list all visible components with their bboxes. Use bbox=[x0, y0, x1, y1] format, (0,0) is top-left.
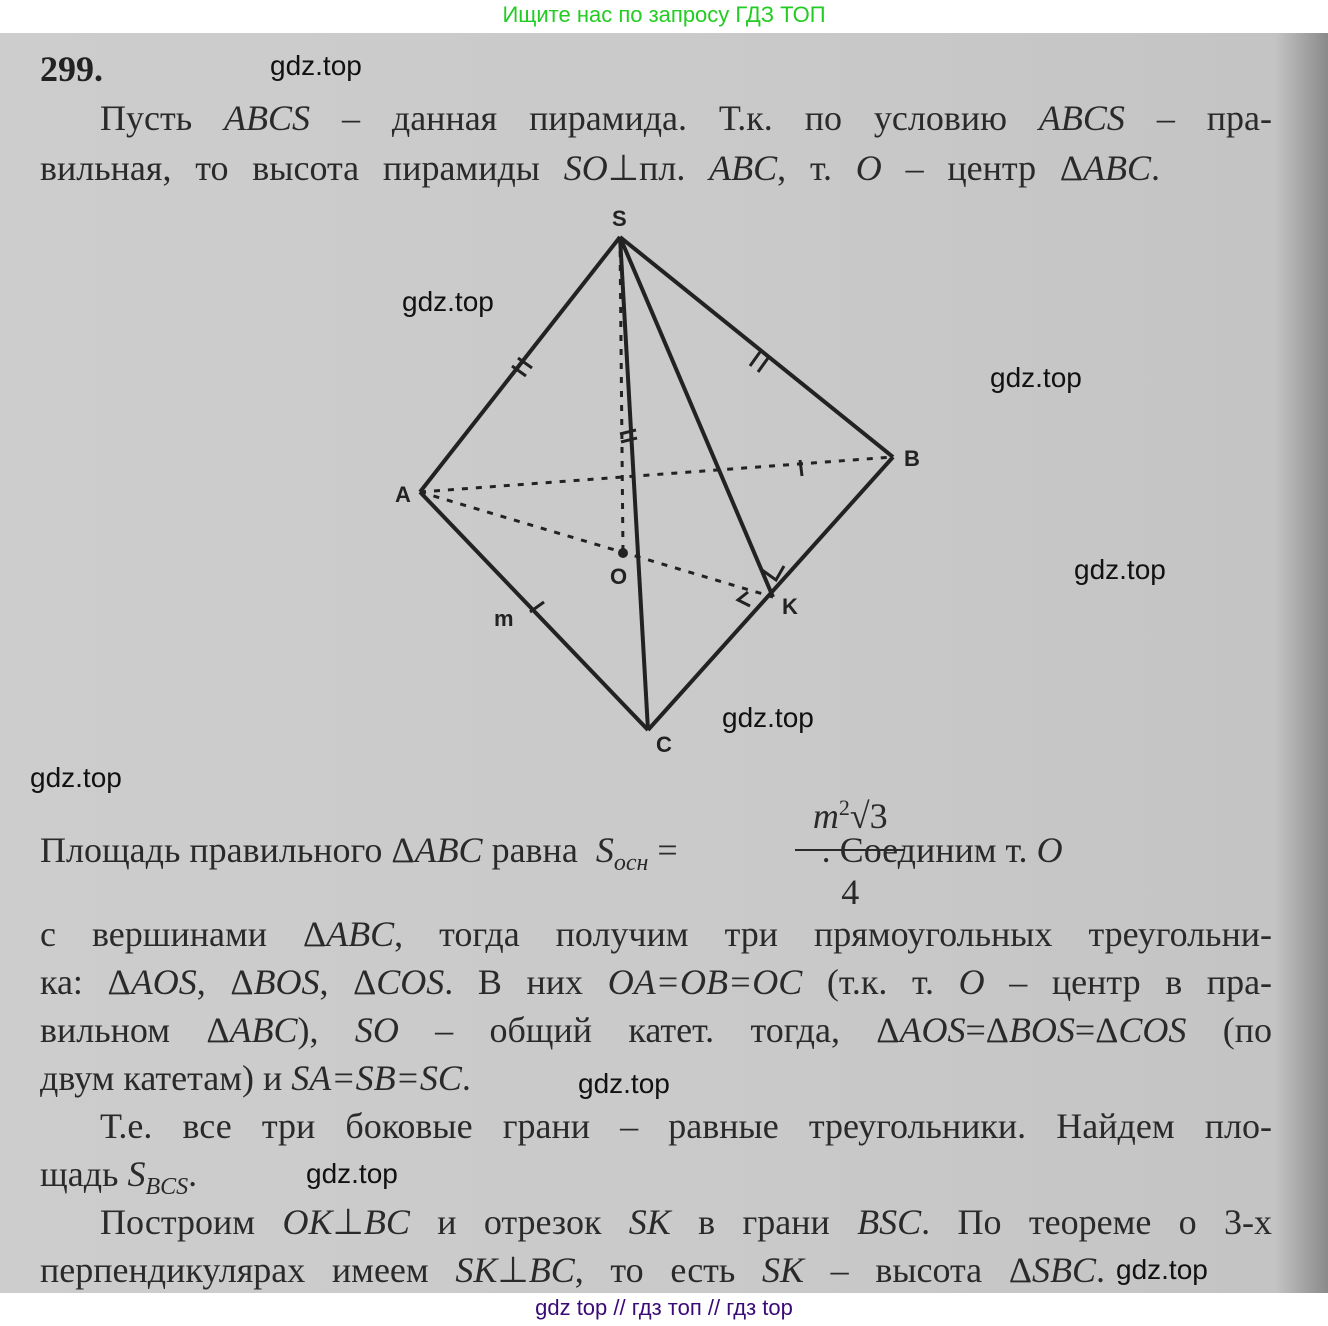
italic-math-text: BSC bbox=[857, 1202, 922, 1242]
text-line bbox=[40, 1154, 198, 1200]
watermark: gdz.top bbox=[30, 762, 122, 793]
text-line bbox=[40, 1250, 1105, 1290]
italic-math-text: SK bbox=[628, 1202, 671, 1242]
italic-math-text: O bbox=[1036, 830, 1063, 870]
formula-denominator: 4 bbox=[841, 872, 860, 912]
formula-m: m bbox=[812, 796, 839, 836]
text-segment: . В них bbox=[444, 962, 608, 1002]
watermark: gdz.top bbox=[402, 286, 494, 317]
italic-math-text: OA=OB=OC bbox=[607, 962, 803, 1002]
italic-math-text: COS bbox=[376, 962, 445, 1002]
label-C: C bbox=[656, 732, 672, 757]
label-A: A bbox=[395, 482, 411, 507]
text-segment: =Δ bbox=[1074, 1010, 1119, 1050]
text-segment: (по bbox=[1186, 1010, 1272, 1050]
italic-math-text: SK bbox=[455, 1250, 498, 1290]
edge-AB bbox=[420, 457, 893, 492]
edge-SA bbox=[420, 237, 620, 492]
italic-math-text: ABC bbox=[414, 830, 483, 870]
text-line bbox=[40, 1058, 471, 1098]
italic-math-text: COS bbox=[1118, 1010, 1187, 1050]
text-segment: и отрезок bbox=[409, 1202, 629, 1242]
problem-number: 299. bbox=[40, 49, 103, 89]
edge-SB bbox=[620, 237, 893, 457]
text-segment: ), bbox=[297, 1010, 355, 1050]
text-segment: с вершинами Δ bbox=[40, 914, 327, 954]
edge-SK bbox=[620, 237, 773, 597]
watermark: gdz.top bbox=[990, 362, 1082, 393]
text-line bbox=[40, 962, 1272, 1002]
text-segment: – пра- bbox=[1124, 98, 1272, 138]
italic-math-text: BC bbox=[363, 1202, 410, 1242]
italic-math-text: ABC bbox=[229, 1010, 298, 1050]
italic-math-text: O bbox=[855, 148, 882, 188]
label-m: m bbox=[494, 606, 514, 631]
text-segment: Площадь правильного Δ bbox=[40, 830, 415, 870]
text-segment: . По теореме о 3-х bbox=[921, 1202, 1273, 1242]
footer-links[interactable]: gdz top // гдз топ // гдз top bbox=[535, 1295, 793, 1320]
text-line bbox=[40, 830, 1063, 876]
watermark: gdz.top bbox=[1074, 554, 1166, 585]
text-segment: , то есть bbox=[574, 1250, 762, 1290]
watermark: gdz.top bbox=[722, 702, 814, 733]
edge-SC bbox=[620, 237, 648, 730]
text-segment: щадь bbox=[40, 1154, 128, 1194]
subscript-text: BCS bbox=[145, 1174, 189, 1200]
text-segment: Т.е. все три боковые грани – равные треугольники. Найдем пло- bbox=[100, 1106, 1272, 1146]
text-segment: – данная пирамида. Т.к. по условию bbox=[310, 98, 1039, 138]
italic-math-text: SA=SB=SC bbox=[291, 1058, 462, 1098]
text-segment: двум катетам) и bbox=[40, 1058, 292, 1098]
search-banner[interactable]: Ищите нас по запросу ГДЗ ТОП bbox=[502, 2, 826, 27]
italic-math-text: SK bbox=[761, 1250, 804, 1290]
text-segment: вильном Δ bbox=[40, 1010, 230, 1050]
subscript-text: осн bbox=[613, 850, 649, 876]
italic-math-text: ABCS bbox=[1038, 98, 1125, 138]
italic-math-text: SO bbox=[354, 1010, 399, 1050]
italic-math-text: SO bbox=[563, 148, 608, 188]
italic-math-text: S bbox=[127, 1154, 146, 1194]
text-segment: , т. bbox=[777, 148, 856, 188]
text-line bbox=[100, 1106, 1272, 1146]
italic-math-text: BC bbox=[528, 1250, 575, 1290]
italic-math-text: O bbox=[958, 962, 985, 1002]
text-segment: равна bbox=[482, 830, 596, 870]
text-segment: ⊥ bbox=[497, 1250, 529, 1290]
italic-math-text: ABC bbox=[326, 914, 395, 954]
text-segment: вильная, то высота пирамиды bbox=[40, 148, 564, 188]
text-segment: , тогда получим три прямоугольных треугольни- bbox=[394, 914, 1272, 954]
text-segment: . bbox=[188, 1154, 198, 1194]
text-segment: ⊥пл. bbox=[607, 148, 710, 188]
label-B: B bbox=[904, 446, 920, 471]
text-line bbox=[100, 1202, 1272, 1242]
formula-numerator bbox=[790, 788, 910, 836]
text-segment: – центр в пра- bbox=[984, 962, 1273, 1002]
text-segment: – общий катет. тогда, Δ bbox=[398, 1010, 900, 1050]
formula-root: √3 bbox=[849, 796, 888, 836]
label-K: K bbox=[782, 594, 798, 619]
text-segment: ка: Δ bbox=[40, 962, 131, 1002]
edge-BC bbox=[648, 457, 893, 730]
italic-math-text: BOS bbox=[253, 962, 320, 1002]
italic-math-text: ABCS bbox=[224, 98, 311, 138]
italic-math-text: AOS bbox=[130, 962, 197, 1002]
text-segment: . bbox=[461, 1058, 471, 1098]
text-segment: = . Соединим т. bbox=[648, 830, 1037, 870]
text-segment: – центр Δ bbox=[881, 148, 1084, 188]
watermark: gdz.top bbox=[1116, 1254, 1208, 1285]
watermark: gdz.top bbox=[306, 1158, 398, 1189]
text-segment: , Δ bbox=[319, 962, 377, 1002]
italic-math-text: ABC bbox=[1083, 148, 1152, 188]
italic-math-text: AOS bbox=[899, 1010, 966, 1050]
italic-math-text: OK bbox=[282, 1202, 333, 1242]
italic-math-text: BOS bbox=[1008, 1010, 1075, 1050]
text-segment: перпендикулярах имеем bbox=[40, 1250, 456, 1290]
text-segment: Пусть bbox=[100, 98, 225, 138]
text-segment: , Δ bbox=[196, 962, 254, 1002]
label-S: S bbox=[612, 206, 627, 231]
text-segment: Построим bbox=[100, 1202, 283, 1242]
text-line bbox=[40, 914, 1272, 954]
italic-math-text: ABC bbox=[709, 148, 778, 188]
text-line bbox=[40, 1010, 1272, 1050]
text-segment: – высота Δ bbox=[804, 1250, 1032, 1290]
italic-math-text: SBC bbox=[1031, 1250, 1096, 1290]
formula-exp: 2 bbox=[838, 795, 850, 820]
text-segment: =Δ bbox=[965, 1010, 1009, 1050]
text-segment: ⊥ bbox=[332, 1202, 364, 1242]
fraction-bar bbox=[795, 849, 905, 851]
text-segment: в грани bbox=[670, 1202, 858, 1242]
text-segment: . bbox=[1151, 148, 1161, 188]
watermark: gdz.top bbox=[578, 1068, 670, 1099]
text-segment: (т.к. т. bbox=[802, 962, 959, 1002]
watermark: gdz.top bbox=[270, 50, 362, 81]
italic-math-text: S bbox=[595, 830, 614, 870]
edge-AC bbox=[420, 492, 648, 730]
text-segment: . bbox=[1096, 1250, 1105, 1290]
label-O: O bbox=[610, 564, 628, 589]
